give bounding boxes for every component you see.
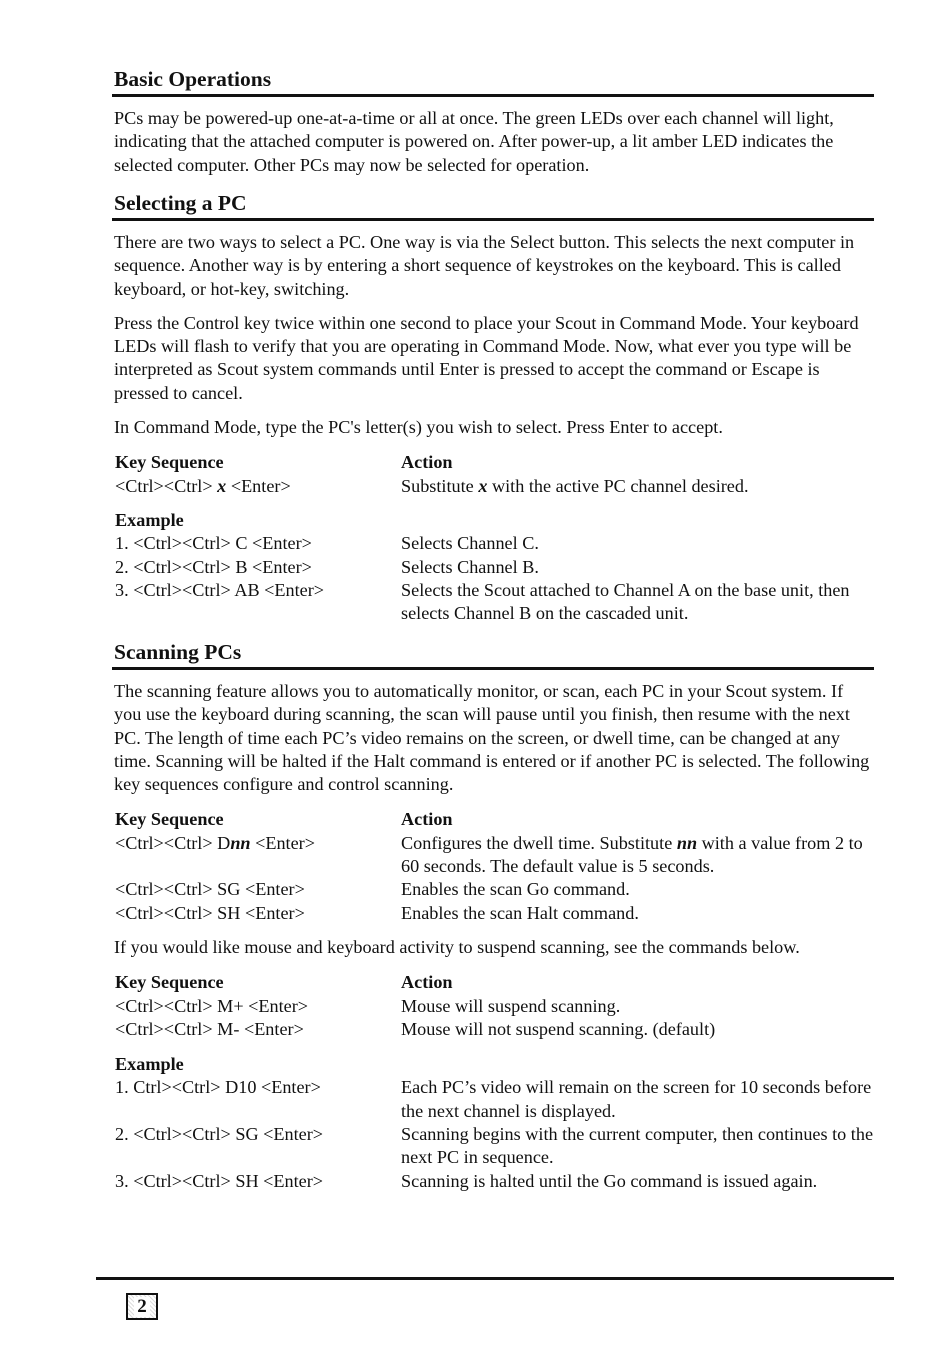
example-row: 2. <Ctrl><Ctrl> B <Enter> Selects Channel B. <box>115 556 539 577</box>
key-sequence-header: Key Sequence <box>115 809 224 830</box>
heading-basic-operations: Basic Operations <box>112 66 874 97</box>
key-sequence: <Ctrl><Ctrl> x <Enter> <box>115 475 291 496</box>
section-selecting-pc <box>112 190 874 625</box>
select-table-row <box>112 475 874 498</box>
action-header: Action <box>401 972 453 993</box>
heading-scanning-pcs: Scanning PCs <box>112 639 874 670</box>
heading-selecting-pc: Selecting a PC <box>112 190 874 221</box>
section-scanning-pcs <box>112 639 874 1193</box>
key-sequence-header: Key Sequence <box>115 972 224 993</box>
example-row: 3. <Ctrl><Ctrl> SH <Enter> Scanning is halted until the Go command is issued again. <box>115 1170 818 1191</box>
select-example-label: Example <box>115 509 184 530</box>
example-row: 3. <Ctrl><Ctrl> AB <Enter> Selects the Scout attached to Channel A on the base unit, then selects Channel B on the cascaded unit. <box>115 579 850 624</box>
example-row: 1. Ctrl><Ctrl> D10 <Enter> Each PC’s video will remain on the screen for 10 seconds before the next channel is displayed. <box>115 1077 872 1121</box>
select-paragraph-2: Press the Control key twice within one second to place your Scout in Command Mode. Your keyboard LEDs will flash to verify that you are operating in Command Mode. Now, what ever you type will be interpreted as Scout system commands until Enter is pressed to accept the command or Escape is pressed to cancel. <box>114 312 859 403</box>
example-row: 2. <Ctrl><Ctrl> SG <Enter> Scanning begins with the current computer, then continues to the next PC in sequence. <box>115 1124 874 1168</box>
scan-paragraph-2: If you would like mouse and keyboard activity to suspend scanning, see the commands below. <box>114 936 800 957</box>
action-header: Action <box>401 809 453 830</box>
select-table-header <box>112 451 874 474</box>
mouse-row: <Ctrl><Ctrl> M- <Enter> Mouse will not suspend scanning. (default) <box>115 1018 716 1039</box>
scan-table-header <box>112 808 874 831</box>
page-number: 2 <box>134 1297 150 1317</box>
select-paragraph-1: There are two ways to select a PC. One way is via the Select button. This selects the next computer in sequence. Another way is by entering a short sequence of keystrokes on the keyboard. This is called keyboard, or hot-key, switching. <box>114 232 855 299</box>
key-sequence: <Ctrl><Ctrl> Dnn <Enter> <box>115 832 315 853</box>
section-basic-operations <box>112 66 874 177</box>
page-number-box <box>126 1293 158 1320</box>
mouse-row: <Ctrl><Ctrl> M+ <Enter> Mouse will suspend scanning. <box>115 995 621 1016</box>
select-paragraph-3: In Command Mode, type the PC's letter(s) you wish to select. Press Enter to accept. <box>114 417 723 438</box>
scan-row: <Ctrl><Ctrl> SG <Enter> Enables the scan Go command. <box>115 879 630 900</box>
footer-rule <box>96 1277 894 1280</box>
mouse-table-header <box>112 971 874 994</box>
action: Substitute x with the active PC channel desired. <box>401 475 749 496</box>
basic-paragraph: PCs may be powered-up one-at-a-time or all at once. The green LEDs over each channel will light, indicating that the attached computer is powered on. After power-up, a lit amber LED indicates the selected computer. Other PCs may now be selected for operation. <box>114 108 834 175</box>
example-row: 1. <Ctrl><Ctrl> C <Enter> Selects Channel C. <box>115 533 539 554</box>
action-header: Action <box>401 452 453 473</box>
scan-row: <Ctrl><Ctrl> SH <Enter> Enables the scan Halt command. <box>115 902 639 923</box>
scan-example-label: Example <box>115 1054 184 1075</box>
action: Configures the dwell time. Substitute nn with a value from 2 to 60 seconds. The default value is 5 seconds. <box>401 832 863 877</box>
scan-dwell-row <box>112 832 874 879</box>
key-sequence-header: Key Sequence <box>115 452 224 473</box>
scan-paragraph-1: The scanning feature allows you to automatically monitor, or scan, each PC in your Scout system. If you use the keyboard during scanning, the scan will pause until you finish, then resume with the next PC. The length of time each PC’s video remains on the screen, or dwell time, can be changed at any time. Scanning will be halted if the Halt command is entered or if another PC is selected. The following key sequences configure and control scanning. <box>114 681 870 795</box>
